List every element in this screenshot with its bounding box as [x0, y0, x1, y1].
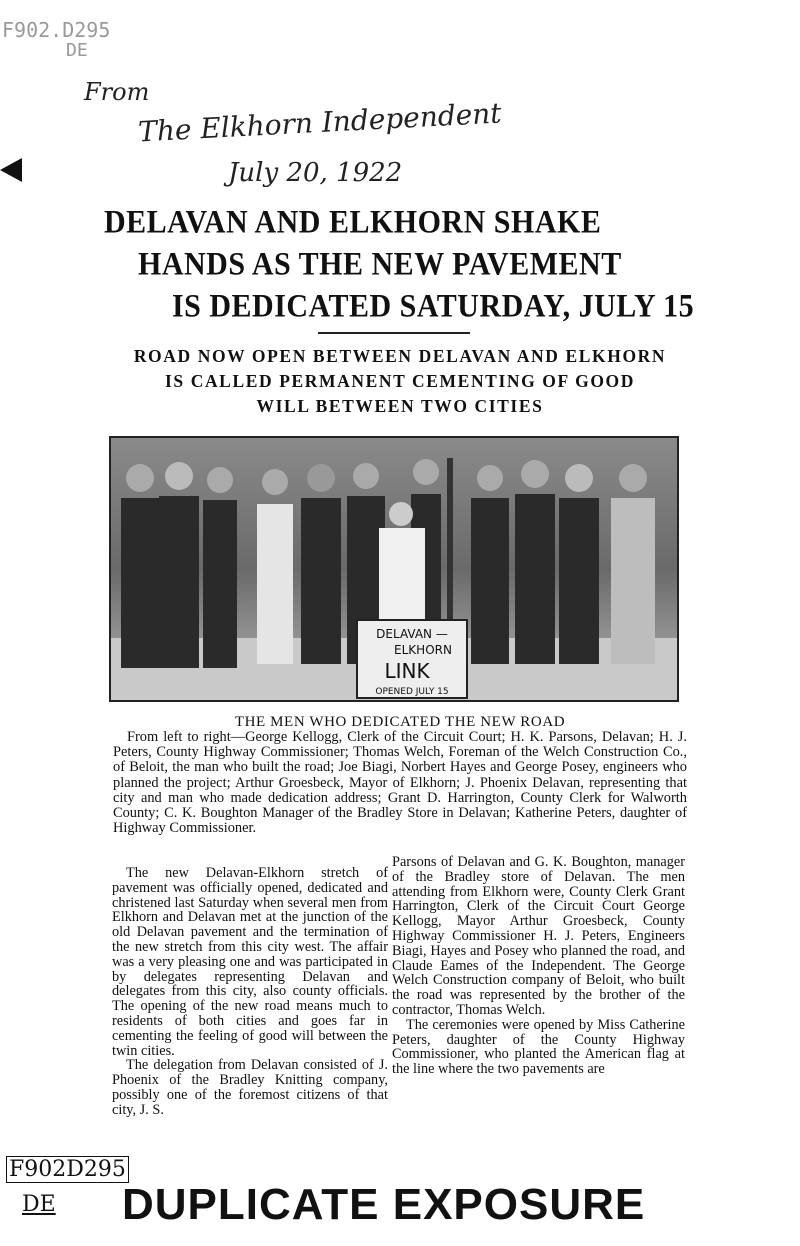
handwritten-from: From	[84, 78, 150, 106]
handwritten-date: July 20, 1922	[228, 158, 403, 188]
catalog-code-top: F902.D295	[2, 18, 111, 42]
sign-line-4: OPENED JULY 15	[375, 687, 449, 697]
catalog-suffix-top: DE	[66, 40, 88, 61]
left-arrow-icon	[0, 158, 22, 182]
caption-heading: THE MEN WHO DEDICATED THE NEW ROAD	[234, 714, 566, 730]
article-paragraph: The delegation from Delavan consisted of J. Phoenix of the Bradley Knitting company, possibly one of the foremost citizens of that city, J. S.	[112, 1057, 388, 1118]
catalog-code-bottom: F902D295	[6, 1156, 129, 1183]
article-column-left	[112, 866, 388, 1118]
headline-line-3: IS DEDICATED SATURDAY, JULY 15	[172, 288, 695, 325]
group-photo	[109, 436, 679, 702]
headline-rule	[318, 332, 470, 334]
subheadline-line-1: ROAD NOW OPEN BETWEEN DELAVAN AND ELKHORN	[133, 346, 667, 366]
duplicate-exposure-stamp: DUPLICATE EXPOSURE	[122, 1180, 646, 1229]
subheadline-line-3: WILL BETWEEN TWO CITIES	[256, 396, 544, 416]
sign-line-3: LINK	[384, 659, 430, 683]
subheadline-line-2: IS CALLED PERMANENT CEMENTING OF GOOD	[164, 371, 635, 391]
article-column-right	[392, 855, 685, 1077]
caption-text: From left to right—George Kellogg, Clerk of the Circuit Court; H. K. Parsons, Delavan; H. J. Peters, County Highway Commissioner; Thomas Welch, Foreman of the Welch Construction Co., of Beloit, the man who built the road; Joe Biagi, Norbert Hayes and George Posey, engineers who planned the project; Arthur Groesbeck, Mayor of Elkhorn; J. Phoenix Delavan, representing that city and man who made dedication address; Grant D. Harrington, County Clerk for Walworth County; C. K. Boughton Manager of the Bradley Store in Delavan; Katherine Peters, daughter of Highway Commissioner.	[113, 729, 687, 837]
headline-line-1: DELAVAN AND ELKHORN SHAKE	[104, 204, 602, 241]
catalog-suffix-bottom: DE	[22, 1192, 56, 1217]
article-paragraph: Parsons of Delavan and G. K. Boughton, manager of the Bradley store of Delavan. The men attending from Elkhorn were, County Clerk Grant Harrington, Clerk of the Circuit Court George Kellogg, Mayor Arthur Groesbeck, County Highway Commissioner H. J. Peters, Engineers Biagi, Hayes and Posey who planned the road, and Claude Eames of the Independent. The George Welch Construction company of Beloit, who built the road was represented by the brother of the contractor, Thomas Welch.	[392, 854, 685, 1018]
group-photo-illustration	[111, 438, 677, 700]
article-paragraph: The ceremonies were opened by Miss Catherine Peters, daughter of the County Highway Commissioner, who planted the American flag at the line where the two pavements are	[392, 1016, 685, 1078]
sign-line-2: ELKHORN	[394, 643, 452, 657]
headline-line-2: HANDS AS THE NEW PAVEMENT	[138, 246, 622, 283]
article-paragraph: The new Delavan-Elkhorn stretch of pavement was officially opened, dedicated and christened last Saturday when several men from Elkhorn and Delavan met at the junction of the old Delavan pavement and the termination of the new stretch from this city west. The affair was a very pleasing one and was participated in by delegates representing Delavan and delegates from this city, also county officials. The opening of the new road means much to residents of both cities and goes far in cementing the feeling of good will between the twin cities.	[112, 865, 388, 1059]
handwritten-source: The Elkhorn Independent	[137, 96, 503, 149]
sign-line-1: DELAVAN —	[376, 627, 448, 641]
